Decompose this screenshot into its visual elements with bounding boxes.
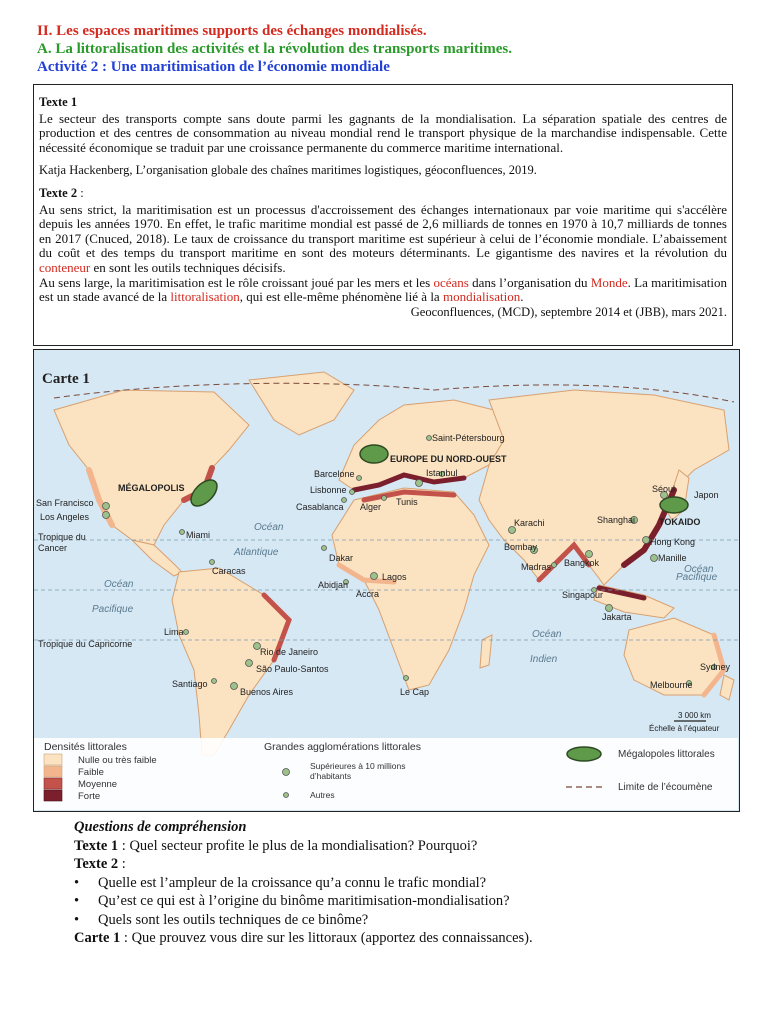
city-buenos-aires: Buenos Aires (240, 687, 294, 697)
texte1-title: Texte 1 (39, 95, 78, 109)
city-dot (651, 555, 658, 562)
land-asia (479, 390, 729, 585)
texte2-source: Geoconfluences, (MCD), septembre 2014 et (JBB), mars 2021. (410, 304, 727, 319)
city-dot (427, 436, 432, 441)
city-miami: Miami (186, 530, 210, 540)
region-tokaido-label: TOKAIDO (659, 517, 701, 527)
city-dot (103, 503, 110, 510)
legend-densities-title: Densités littorales (44, 741, 127, 753)
section-heading: II. Les espaces maritimes supports des échanges mondialisés. (37, 23, 427, 39)
question-texte1: Texte 1 : Quel secteur profite le plus de la mondialisation? Pourquoi? (74, 837, 478, 854)
city-los-angeles: Los Angeles (40, 512, 90, 522)
city-dot (643, 537, 650, 544)
activity-heading: Activité 2 : Une maritimisation de l’économie mondiale (37, 59, 390, 75)
texte2-title: Texte 2 : (39, 185, 84, 200)
city-manille: Manille (658, 553, 687, 563)
map-title: Carte 1 (42, 371, 90, 387)
city-san-francisco: San Francisco (36, 498, 94, 508)
city-tunis: Tunis (396, 497, 418, 507)
city-dot (180, 530, 185, 535)
city-istanbul: Istanbul (426, 468, 458, 478)
scale-value: 3 000 km (678, 711, 711, 720)
city-dot (606, 605, 613, 612)
city-dot (212, 679, 217, 684)
question-bullet: • Quels sont les outils techniques de ce binôme? (74, 911, 734, 930)
line-cancer-label-2: Cancer (38, 543, 68, 553)
city-dot (586, 551, 593, 558)
city-dot (103, 512, 110, 519)
legend-megalo-symbol (567, 747, 601, 761)
city-japon: Japon (694, 490, 719, 500)
city-accra: Accra (356, 589, 380, 599)
ocean-atlantique-1: Océan (254, 522, 284, 533)
city-dot (210, 560, 215, 565)
city-abidjan: Abidjan (318, 580, 349, 590)
city-bombay: Bombay (504, 542, 538, 552)
legend-agglo-other-dot (284, 793, 289, 798)
ocean-indien-1: Océan (532, 629, 562, 640)
city-dot (357, 476, 362, 481)
city-rio: Rio de Janeiro (260, 647, 319, 657)
question-texte2-list (74, 874, 734, 930)
legend-agglo-title: Grandes agglomérations littorales (264, 741, 421, 753)
city-dot (350, 490, 355, 495)
city-caracas: Caracas (212, 566, 246, 576)
ocean-indien-2: Indien (530, 654, 558, 665)
legend-megalo-label: Mégalopoles littorales (618, 749, 715, 760)
region-europe-label: EUROPE DU NORD-OUEST (390, 454, 507, 464)
city-barcelone: Barcelone (314, 469, 355, 479)
city-singapour: Singapour (562, 590, 604, 600)
legend-density-faible: Faible (78, 767, 104, 778)
question-carte1: Carte 1 : Que prouvez vous dire sur les littoraux (apportez des connaissances). (74, 930, 533, 946)
city-dot (404, 676, 409, 681)
city-hong-kong: Hong Kong (650, 537, 696, 547)
megalopole-europe (360, 445, 388, 463)
map-svg (34, 350, 738, 810)
city-madras: Madras (521, 562, 552, 572)
ocean-pacifique-w-1: Océan (684, 564, 714, 575)
texte1-body: Le secteur des transports compte sans doute parmi les gagnants de la mondialisation. La séparation spatiale des centres de production et des centres de consommation au niveau mondial rend le transport physique de la marchandise indispensable. Cette nécessité économique se traduit par une croissance permanente du commerce maritime international. (39, 110, 727, 155)
region-megalopolis-label: MÉGALOPOLIS (118, 483, 185, 493)
ocean-pacifique-e-1: Océan (104, 579, 134, 590)
keyword-monde: Monde (590, 274, 628, 290)
legend-agglo-other: Autres (310, 790, 335, 800)
city-dot (246, 660, 253, 667)
question-bullet: • Quelle est l’ampleur de la croissance qu’a connu le trafic mondial? (74, 874, 734, 893)
continents (54, 372, 734, 755)
city-jakarta: Jakarta (602, 612, 632, 622)
city-lagos: Lagos (382, 572, 407, 582)
city-karachi: Karachi (514, 518, 545, 528)
legend-agglo-big-dot (283, 769, 290, 776)
legend-agglo-big-2: d’habitants (310, 771, 352, 781)
city-seoul: Séoul (652, 484, 676, 494)
city-casablanca: Casablanca (296, 502, 344, 512)
subsection-heading: A. La littoralisation des activités et la révolution des transports maritimes. (37, 41, 512, 57)
land-europe (339, 400, 504, 490)
city-dot (184, 630, 189, 635)
questions-block (74, 818, 734, 948)
city-le-cap: Le Cap (400, 687, 430, 697)
city-dot (416, 480, 423, 487)
legend-density-moyenne: Moyenne (78, 779, 118, 790)
legend-swatch-forte (44, 790, 62, 801)
legend-swatch-moyenne (44, 778, 62, 789)
legend-density-forte: Forte (78, 791, 101, 802)
legend-density-nulle: Nulle ou très faible (78, 755, 157, 766)
question-texte2-label: Texte 2 : (74, 856, 126, 872)
line-cancer-label-1: Tropique du (38, 532, 86, 542)
keyword-mondialisation: mondialisation (442, 289, 521, 305)
city-sao-paulo: São Paulo-Santos (256, 664, 329, 674)
questions-title: Questions de compréhension (74, 819, 247, 835)
city-dot (231, 683, 238, 690)
legend-agglo-big-1: Supérieures à 10 millions (310, 761, 406, 771)
land-south-america (172, 568, 289, 755)
city-st-petersburg: Saint-Pétersbourg (432, 433, 505, 443)
texte2-paragraph-2: Au sens large, la maritimisation est le rôle croissant joué par les mers et les océans dans l’organisation du Monde. La maritimisation est un stade avancé de la littoralisation, qui est elle-même phénomène lié à la mondialisation. (39, 274, 727, 305)
ocean-pacifique-e-2: Pacifique (92, 604, 134, 615)
city-sydney: Sydney (700, 662, 731, 672)
line-capricorn-label: Tropique du Capricorne (38, 639, 133, 649)
keyword-conteneur: conteneur (39, 259, 91, 275)
city-alger: Alger (360, 502, 382, 512)
city-lisbonne: Lisbonne (310, 485, 347, 495)
legend-swatch-faible (44, 766, 62, 777)
texte2-paragraph-1: Au sens strict, la maritimisation est un processus d'accroissement des échanges internationaux par voie maritime qui s'accélère depuis les années 1970. En effet, le trafic maritime mondial est passé de 2,6 milliards de tonnes en 1970 à 10,7 milliards de tonnes en 2017 (Cnuced, 2018). Le taux de croissance du transport maritime est supérieur à celui de l’économie mondiale. L’abaissement du coût et des temps du transport maritime en sont des moteurs déterminants. Le gigantisme des navires et la révolution du conteneur en sont les outils techniques décisifs. (39, 201, 727, 275)
land-new-zealand (720, 675, 734, 700)
ocean-atlantique-2: Atlantique (234, 547, 279, 558)
ocean-pacifique-w-2: Pacifique (676, 572, 718, 583)
land-greenland (249, 372, 354, 435)
city-dot (322, 546, 327, 551)
city-melbourne: Melbourne (650, 680, 693, 690)
keyword-oceans: océans (433, 274, 469, 290)
city-lima: Lima (164, 627, 184, 637)
legend-swatch-nulle (44, 754, 62, 765)
megalopole-japan (660, 497, 688, 513)
city-dakar: Dakar (329, 553, 354, 563)
city-dot (552, 563, 557, 568)
city-bangkok: Bangkok (564, 558, 600, 568)
texts-box (33, 84, 733, 346)
land-central-america (132, 540, 182, 576)
city-dot (382, 496, 387, 501)
legend-ecumene-label: Limite de l’écoumène (618, 782, 713, 793)
texte1-source: Katja Hackenberg, L’organisation globale des chaînes maritimes logistiques, géoconfluences, 2019. (39, 163, 537, 178)
city-shanghai: Shanghai (597, 515, 636, 525)
scale-note: Échelle à l’équateur (649, 724, 720, 733)
question-bullet: • Qu’est ce qui est à l’origine du binôme maritimisation-mondialisation? (74, 892, 734, 911)
keyword-littoralisation: littoralisation (170, 289, 240, 305)
city-dot (371, 573, 378, 580)
world-map (33, 349, 740, 812)
city-santiago: Santiago (172, 679, 208, 689)
